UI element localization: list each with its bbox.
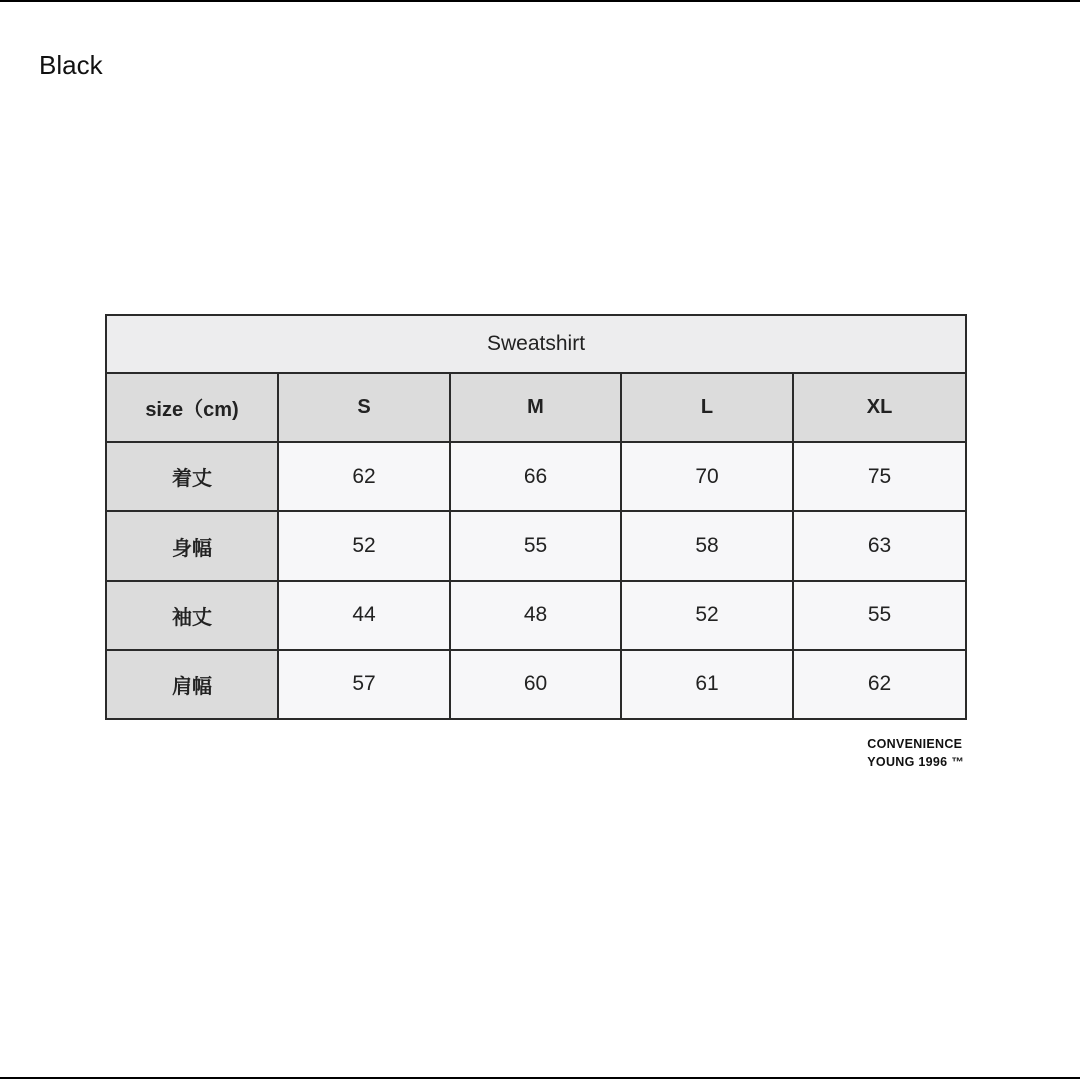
table-title: Sweatshirt (106, 315, 966, 373)
header-size-unit: size（cm) (106, 373, 278, 442)
table-cell: 60 (450, 650, 621, 719)
brand-line-2: YOUNG 1996 ™ (867, 755, 964, 769)
table-row (106, 581, 966, 650)
header-size-s: S (278, 373, 450, 442)
row-label-shoulder-width: 肩幅 (106, 650, 278, 719)
table-cell: 44 (278, 581, 450, 650)
table-cell: 75 (793, 442, 966, 511)
table-row (106, 511, 966, 580)
table-cell: 61 (621, 650, 793, 719)
bottom-border (0, 1077, 1080, 1079)
table-cell: 62 (278, 442, 450, 511)
table-cell: 57 (278, 650, 450, 719)
table-cell: 52 (621, 581, 793, 650)
table-cell: 63 (793, 511, 966, 580)
size-chart-table (105, 314, 967, 720)
row-label-length: 着丈 (106, 442, 278, 511)
table-cell: 66 (450, 442, 621, 511)
header-size-m: M (450, 373, 621, 442)
table-header-row (106, 373, 966, 442)
brand-line-1: CONVENIENCE (867, 737, 963, 751)
header-size-l: L (621, 373, 793, 442)
color-label: Black (39, 50, 103, 80)
table-title-row (106, 315, 966, 373)
table-cell: 55 (450, 511, 621, 580)
table-cell: 62 (793, 650, 966, 719)
row-label-body-width: 身幅 (106, 511, 278, 580)
table-cell: 70 (621, 442, 793, 511)
table-cell: 55 (793, 581, 966, 650)
brand-logo-text (867, 735, 964, 771)
table-row (106, 442, 966, 511)
row-label-sleeve-length: 袖丈 (106, 581, 278, 650)
table-cell: 58 (621, 511, 793, 580)
top-border (0, 0, 1080, 2)
table-cell: 52 (278, 511, 450, 580)
header-size-xl: XL (793, 373, 966, 442)
table-cell: 48 (450, 581, 621, 650)
table-row (106, 650, 966, 719)
